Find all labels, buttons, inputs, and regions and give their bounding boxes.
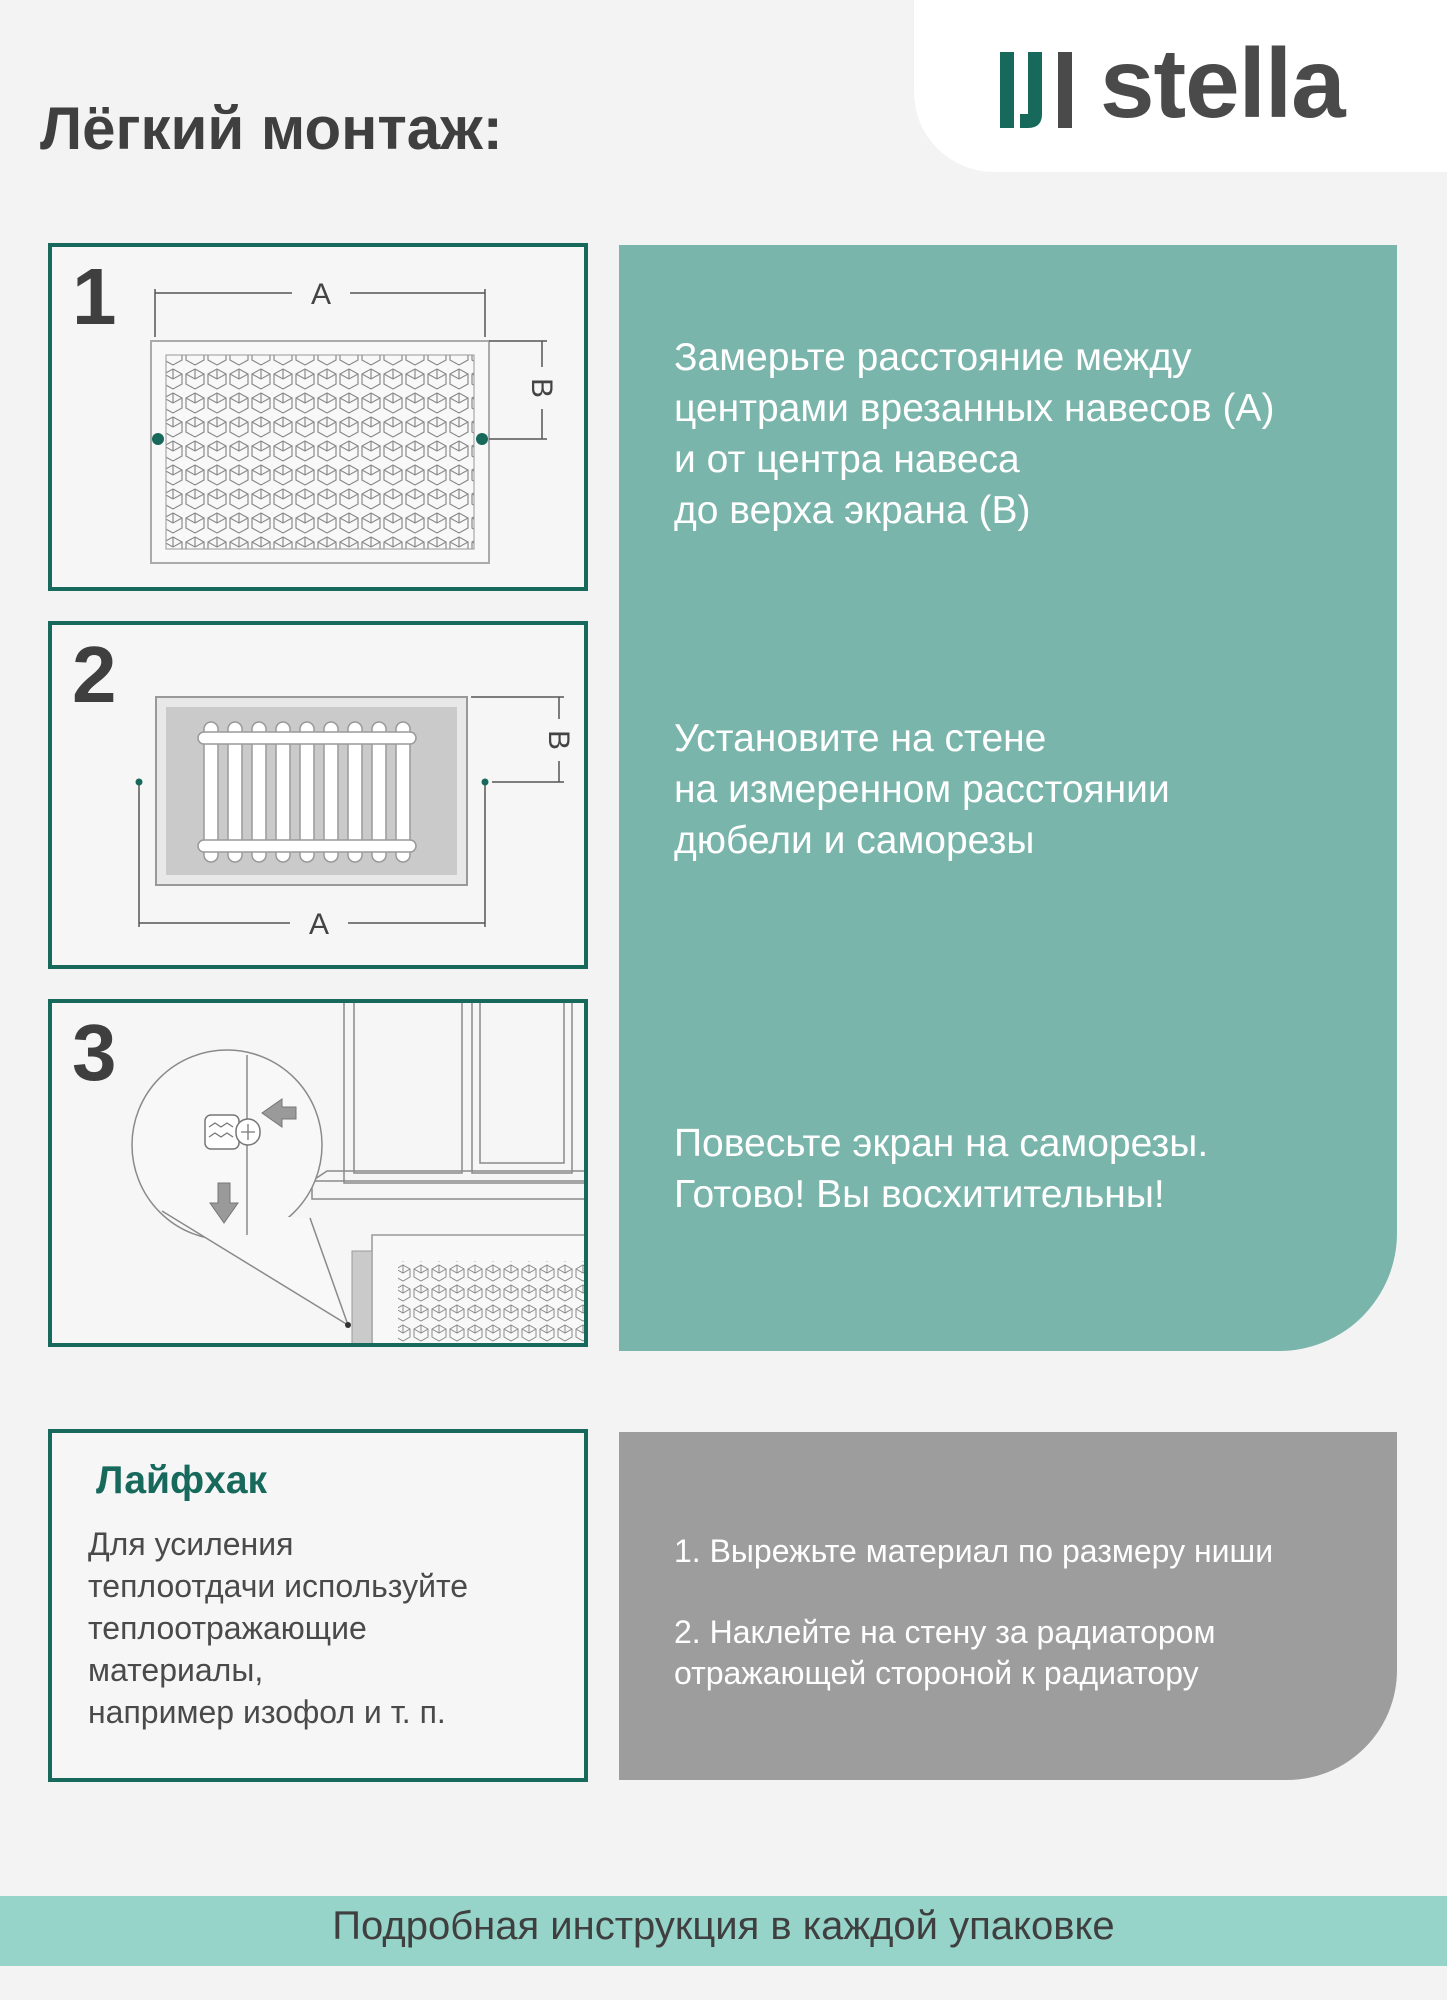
lifehack-box [48,1429,588,1782]
screen-measure-diagram [52,247,588,591]
step-1-text: Замерьте расстояние между центрами врезанных навесов (A) и от центра навеса до верха экрана (B) [674,336,1275,532]
dimension-b-label: B [525,377,558,399]
page-title: Лёгкий монтаж: [40,95,503,162]
step-3-illustration [48,999,588,1347]
lifehack-tip-2: 2. Наклейте на стену за радиатором отражающей стороной к радиатору [674,1614,1216,1691]
hanging-screen-diagram [52,1003,588,1347]
dimension-a-label: A [310,278,332,311]
step-2-text: Установите на стене на измеренном расстоянии дюбели и саморезы [674,717,1170,862]
lifehack-title: Лайфхак [96,1459,268,1502]
step-number: 1 [72,252,117,341]
step-number: 3 [72,1008,117,1097]
dimension-a-label: A [308,908,330,941]
step-number: 2 [72,630,117,719]
lifehack-steps-panel [619,1432,1397,1780]
step-1-illustration [48,243,588,591]
wall-mount-diagram [52,625,588,969]
step-2-illustration [48,621,588,969]
step-3-text: Повесьте экран на саморезы. Готово! Вы восхитительны! [674,1122,1209,1216]
lifehack-text: Для усиления теплоотдачи используйте теплоотражающие материалы, например изофол и т. п. [88,1526,469,1730]
footer-text: Подробная инструкция в каждой упаковке [332,1904,1115,1948]
dimension-b-label: B [542,729,575,751]
lifehack-tip-1: 1. Вырежьте материал по размеру ниши [674,1533,1274,1569]
logo-wordmark: stella [1100,28,1345,138]
stella-logo-icon [1000,52,1080,128]
